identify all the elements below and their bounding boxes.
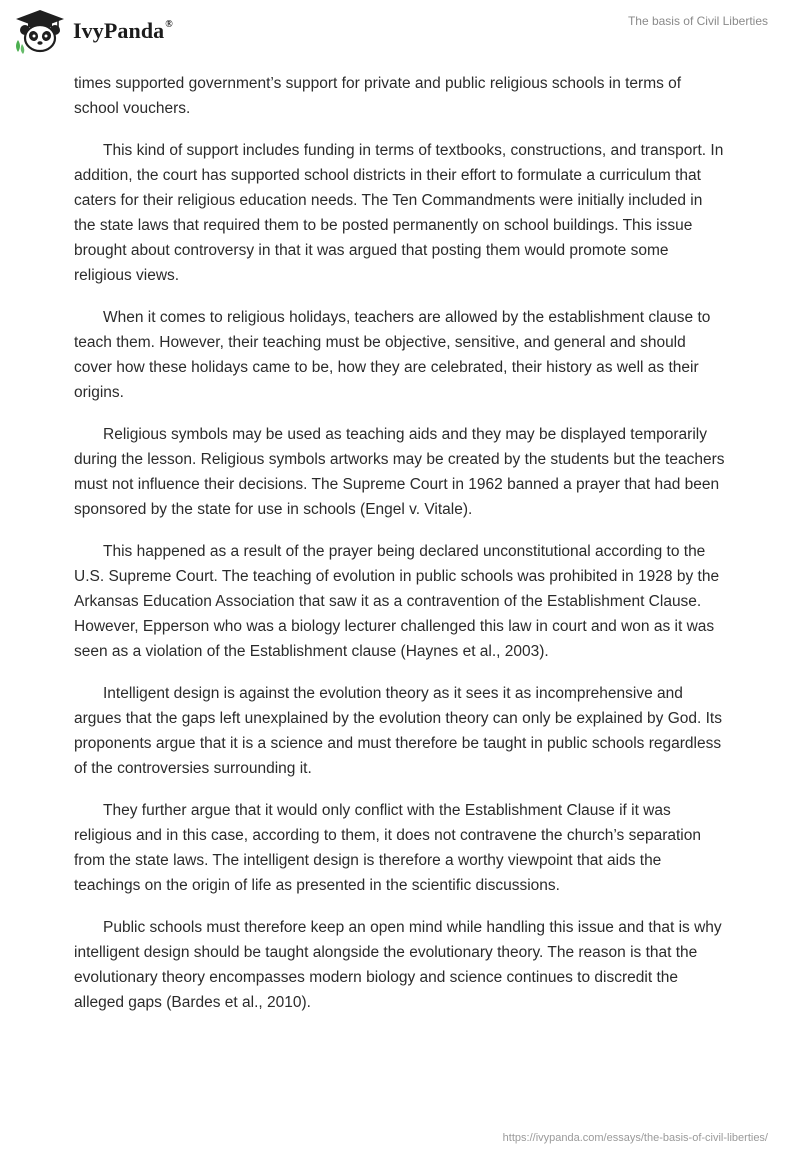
paragraph: Religious symbols may be used as teaching aids and they may be displayed temporarily during the lesson. Religious symbols artworks may be created by the students but the teachers must not influence their decisions. The Supreme Court in 1962 banned a prayer that had been sponsored by the state for use in schools (Engel v. Vitale). <box>74 426 725 518</box>
page-header <box>0 0 800 70</box>
source-url[interactable]: https://ivypanda.com/essays/the-basis-of-civil-liberties/ <box>502 1132 768 1144</box>
paragraph: This kind of support includes funding in terms of textbooks, constructions, and transport. In addition, the court has supported school districts in their effort to formulate a curriculum that caters for their religious education needs. The Ten Commandments were initially included in the state laws that required them to be posted permanently on school buildings. This issue brought about controversy in that it was argued that posting them would promote some religious views. <box>74 142 724 284</box>
paragraph: This happened as a result of the prayer being declared unconstitutional according to the U.S. Supreme Court. The teaching of evolution in public schools was prohibited in 1928 by the Arkansas Education Association that saw it as a contravention of the Establishment Clause. However, Epperson who was a biology lecturer challenged this law in court and won as it was seen as a violation of the Establishment clause (Haynes et al., 2003). <box>74 543 720 660</box>
brand-name: IvyPanda® <box>73 18 173 43</box>
paragraph: times supported government’s support for private and public religious schools in terms of school vouchers. <box>74 75 682 117</box>
paragraph: They further argue that it would only conflict with the Establishment Clause if it was religious and in this case, according to them, it does not contravene the church’s separation from the state laws. The intelligent design is therefore a worthy viewpoint that aids the teachings on the origin of life as presented in the scientific discussions. <box>74 802 701 894</box>
document-title: The basis of Civil Liberties <box>627 14 768 28</box>
paragraph: Intelligent design is against the evolution theory as it sees it as incomprehensive and argues that the gaps left unexplained by the evolution theory can only be explained by God. Its proponents argue that it is a science and must therefore be taught in public schools regardless of the controversies surrounding it. <box>74 685 722 777</box>
essay-body <box>74 71 726 1032</box>
panda-graduate-icon <box>14 8 66 54</box>
ivypanda-logo[interactable] <box>14 6 173 56</box>
paragraph: Public schools must therefore keep an open mind while handling this issue and that is why intelligent design should be taught alongside the evolutionary theory. The reason is that the evolutionary theory encompasses modern biology and science continues to discredit the alleged gaps (Bardes et al., 2010). <box>74 919 722 1011</box>
registered-mark: ® <box>165 19 173 30</box>
paragraph: When it comes to religious holidays, teachers are allowed by the establishment clause to teach them. However, their teaching must be objective, sensitive, and general and should cover how these holidays came to be, how they are celebrated, their history as well as their origins. <box>74 309 711 401</box>
